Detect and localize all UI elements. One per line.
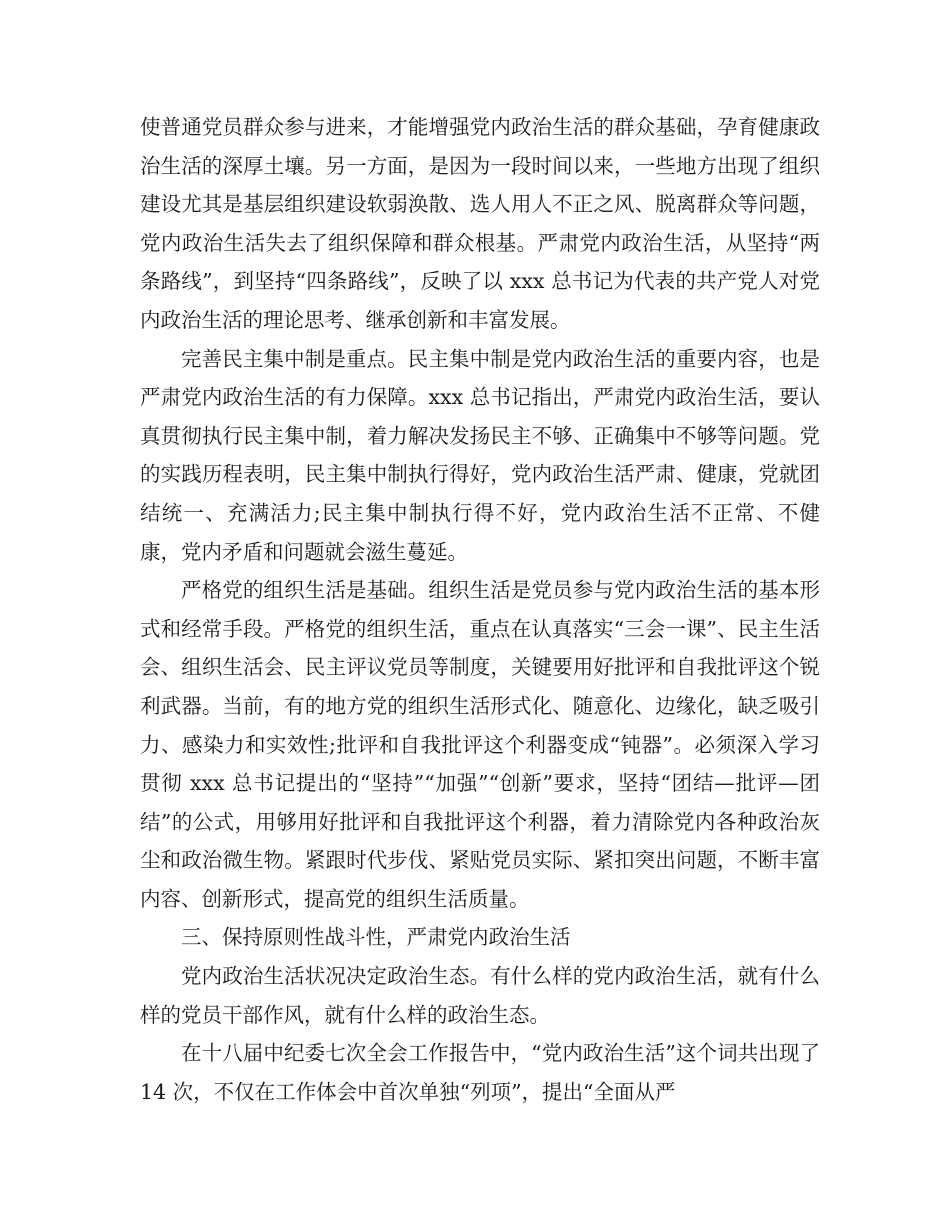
paragraph-democratic-centralism: 完善民主集中制是重点。民主集中制是党内政治生活的重要内容，也是严肃党内政治生活的有力保障。xxx 总书记指出，严肃党内政治生活，要认真贯彻执行民主集中制，着力解决发扬民主不够、正确集中不够等问题。党的实践历程表明，民主集中制执行得好，党内政治生活严肃、健康，党就团结统一、充满活力;民主集中制执行得不好，党内政治生活不正常、不健康，党内矛盾和问题就会滋生蔓延。 <box>140 346 820 564</box>
document-body <box>140 108 820 1111</box>
paragraph-continued: 使普通党员群众参与进来，才能增强党内政治生活的群众基础，孕育健康政治生活的深厚土壤。另一方面，是因为一段时间以来，一些地方出现了组织建设尤其是基层组织建设软弱涣散、选人用人不正之风、脱离群众等问题，党内政治生活失去了组织保障和群众根基。严肃党内政治生活，从坚持“两条路线”，到坚持“四条路线”，反映了以 xxx 总书记为代表的共产党人对党内政治生活的理论思考、继承创新和丰富发展。 <box>140 115 820 332</box>
paragraph-organizational-life: 严格党的组织生活是基础。组织生活是党员参与党内政治生活的基本形式和经常手段。严格党的组织生活，重点在认真落实“三会一课”、民主生活会、组织生活会、民主评议党员等制度，关键要用好批评和自我批评这个锐利武器。当前，有的地方党的组织生活形式化、随意化、边缘化，缺乏吸引力、感染力和实效性;批评和自我批评这个利器变成“钝器”。必须深入学习贯彻 xxx 总书记提出的“坚持”“加强”“创新”要求，坚持“团结—批评—团结”的公式，用够用好批评和自我批评这个利器，着力清除党内各种政治灰尘和政治微生物。紧跟时代步伐、紧贴党员实际、紧扣突出问题，不断丰富内容、创新形式，提高党的组织生活质量。 <box>140 578 820 911</box>
paragraph-work-report: 在十八届中纪委七次全会工作报告中，“党内政治生活”这个词共出现了 14 次，不仅在工作体会中首次单独“列项”，提出“全面从严 <box>140 1041 820 1104</box>
section-heading: 三、保持原则性战斗性，严肃党内政治生活 <box>181 925 571 950</box>
paragraph-political-ecology: 党内政治生活状况决定政治生态。有什么样的党内政治生活，就有什么样的党员干部作风，就有什么样的政治生态。 <box>140 964 820 1027</box>
